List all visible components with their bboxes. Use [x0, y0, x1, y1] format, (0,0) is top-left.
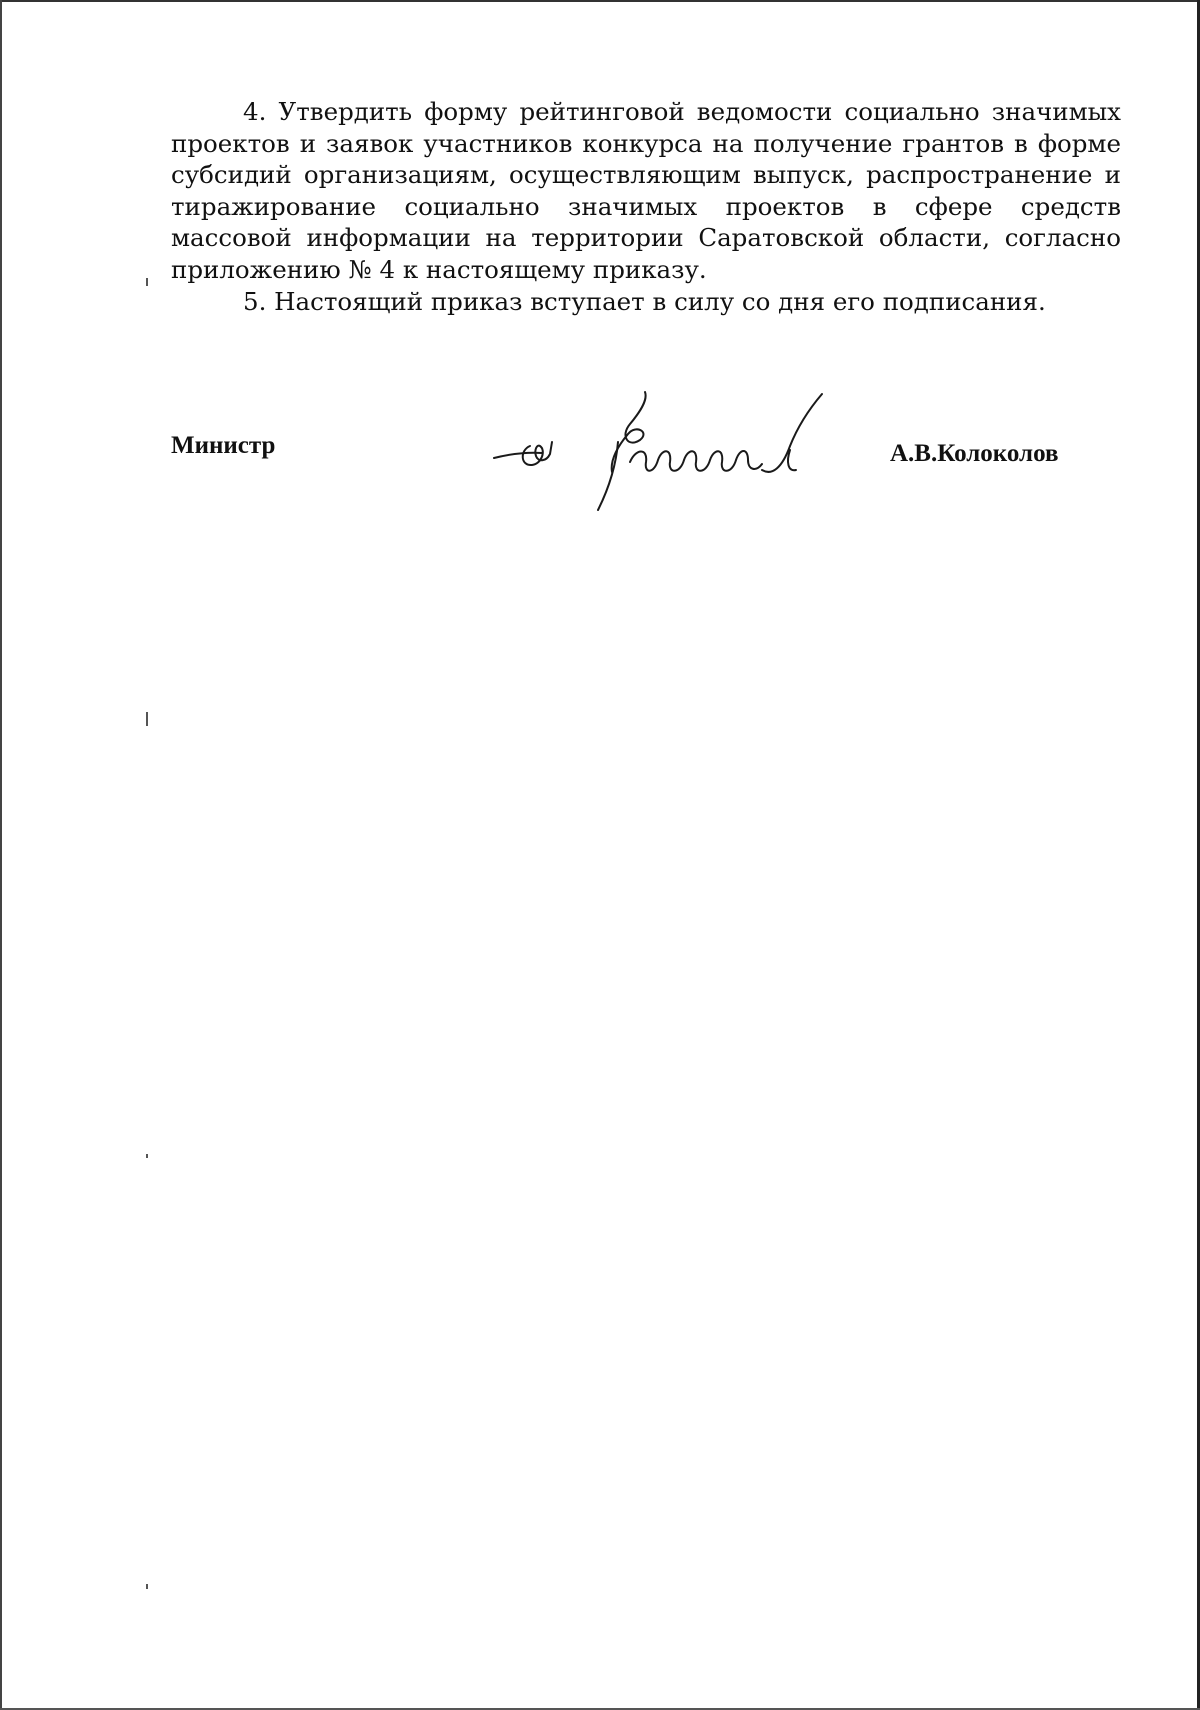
paragraph-item-5: 5. Настоящий приказ вступает в силу со дня его подписания. [243, 286, 1046, 316]
scan-mark [146, 1154, 148, 1158]
scan-mark [146, 1584, 148, 1589]
scan-edge-left [0, 0, 2, 1710]
handwritten-signature [490, 390, 850, 515]
paragraph-item-4: 4. Утвердить форму рейтинговой ведомости социально значимых проектов и заявок участников конкурса на получение грантов в форме субсидий организациям, осуществляющим выпуск, распространение и тиражирование социально значимых проектов в сфере средств массовой информации на территории Саратовской области, согласно приложению № 4 к настоящему приказу. [171, 97, 1121, 284]
document-body [171, 96, 1121, 317]
signatory-position: Министр [171, 432, 276, 459]
scan-mark [146, 278, 148, 286]
scan-edge-top [0, 0, 1200, 2]
scan-mark [146, 712, 148, 726]
signatory-name: А.В.Колоколов [890, 440, 1059, 467]
